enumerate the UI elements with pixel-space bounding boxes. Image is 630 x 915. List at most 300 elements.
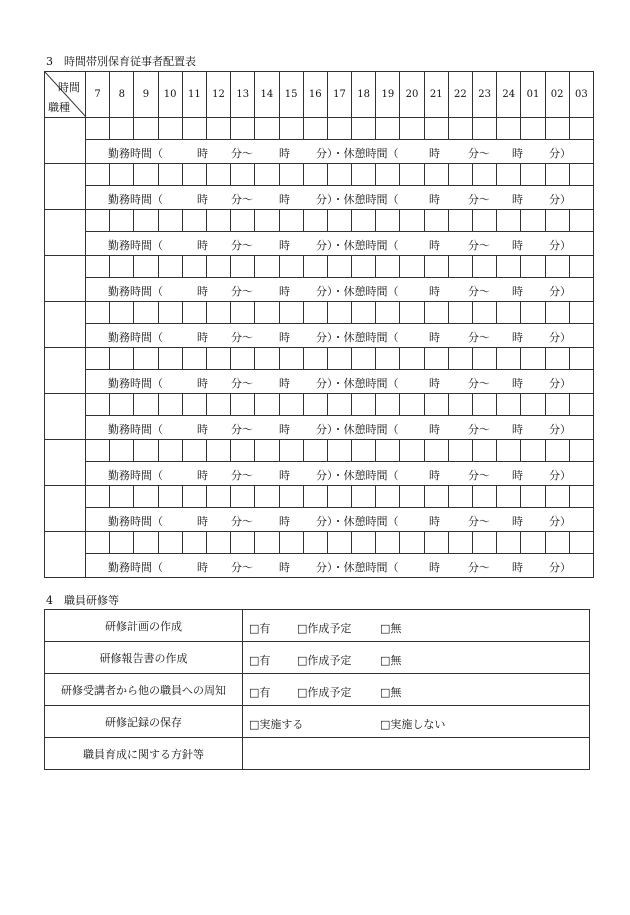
hour-cell-18[interactable]: [352, 164, 376, 186]
hour-cell-17[interactable]: [327, 118, 351, 140]
hour-cell-19[interactable]: [376, 118, 400, 140]
hour-cell-19[interactable]: [376, 486, 400, 508]
checkbox-option[interactable]: □無: [380, 686, 402, 699]
job-type-cell[interactable]: [45, 348, 86, 394]
hour-cell-02[interactable]: [545, 164, 569, 186]
hour-cell-16[interactable]: [303, 256, 327, 278]
hour-cell-15[interactable]: [279, 486, 303, 508]
hour-cell-15[interactable]: [279, 210, 303, 232]
hour-cell-16[interactable]: [303, 486, 327, 508]
checkbox-option[interactable]: □作成予定: [297, 686, 352, 699]
hour-cell-18[interactable]: [352, 302, 376, 324]
hour-cell-21[interactable]: [424, 532, 448, 554]
hour-cell-15[interactable]: [279, 440, 303, 462]
hour-cell-16[interactable]: [303, 302, 327, 324]
hour-cell-24[interactable]: [497, 440, 521, 462]
hour-cell-22[interactable]: [448, 532, 472, 554]
hour-cell-02[interactable]: [545, 256, 569, 278]
hour-header-19: 19: [376, 72, 400, 118]
hour-cell-20[interactable]: [400, 256, 424, 278]
hour-cell-7[interactable]: [86, 302, 110, 324]
hour-cell-01[interactable]: [521, 348, 545, 370]
time-label-ji2: 時: [279, 561, 290, 574]
hour-cell-01[interactable]: [521, 302, 545, 324]
time-label-work: 勤務時間（: [108, 561, 163, 574]
time-label-fun3: 分〜: [468, 377, 490, 390]
staff-row: [45, 532, 594, 554]
time-label-fun4: 分）: [549, 423, 571, 436]
hour-cell-01[interactable]: [521, 210, 545, 232]
corner-header-cell: [45, 72, 86, 118]
hour-cell-15[interactable]: [279, 118, 303, 140]
hour-header-9: 9: [134, 72, 158, 118]
hour-cell-13[interactable]: [231, 440, 255, 462]
hour-cell-11[interactable]: [182, 118, 206, 140]
hour-cell-23[interactable]: [473, 486, 497, 508]
work-time-cell[interactable]: [86, 278, 594, 302]
hour-cell-12[interactable]: [206, 532, 230, 554]
time-label-fun4: 分）: [549, 515, 571, 528]
hour-cell-8[interactable]: [110, 210, 134, 232]
hour-cell-14[interactable]: [255, 118, 279, 140]
hour-cell-17[interactable]: [327, 532, 351, 554]
hour-cell-18[interactable]: [352, 394, 376, 416]
hour-cell-10[interactable]: [158, 256, 182, 278]
training-row: [45, 674, 590, 706]
hour-cell-9[interactable]: [134, 210, 158, 232]
hour-cell-02[interactable]: [545, 440, 569, 462]
hour-cell-20[interactable]: [400, 486, 424, 508]
hour-cell-17[interactable]: [327, 210, 351, 232]
hour-cell-02[interactable]: [545, 302, 569, 324]
hour-cell-22[interactable]: [448, 302, 472, 324]
hour-header-14: 14: [255, 72, 279, 118]
hour-cell-21[interactable]: [424, 348, 448, 370]
hour-cell-01[interactable]: [521, 164, 545, 186]
hour-cell-23[interactable]: [473, 302, 497, 324]
hour-cell-19[interactable]: [376, 348, 400, 370]
job-type-cell[interactable]: [45, 486, 86, 532]
hour-cell-10[interactable]: [158, 164, 182, 186]
hour-cell-13[interactable]: [231, 348, 255, 370]
hour-cell-14[interactable]: [255, 394, 279, 416]
hour-cell-24[interactable]: [497, 302, 521, 324]
hour-cell-9[interactable]: [134, 440, 158, 462]
hour-cell-10[interactable]: [158, 486, 182, 508]
hour-cell-23[interactable]: [473, 348, 497, 370]
time-label-work: 勤務時間（: [108, 469, 163, 482]
work-time-cell[interactable]: [86, 508, 594, 532]
hour-cell-16[interactable]: [303, 348, 327, 370]
hour-cell-8[interactable]: [110, 394, 134, 416]
training-options-cell[interactable]: [243, 738, 590, 770]
hour-cell-9[interactable]: [134, 486, 158, 508]
hour-cell-10[interactable]: [158, 394, 182, 416]
hour-cell-14[interactable]: [255, 302, 279, 324]
time-label-ji4: 時: [512, 515, 523, 528]
hour-cell-20[interactable]: [400, 532, 424, 554]
time-label-ji1: 時: [197, 239, 208, 252]
hour-cell-14[interactable]: [255, 532, 279, 554]
work-time-cell[interactable]: [86, 462, 594, 486]
hour-cell-7[interactable]: [86, 164, 110, 186]
hour-cell-21[interactable]: [424, 486, 448, 508]
hour-cell-19[interactable]: [376, 210, 400, 232]
hour-cell-9[interactable]: [134, 118, 158, 140]
hour-cell-21[interactable]: [424, 210, 448, 232]
hour-cell-16[interactable]: [303, 118, 327, 140]
time-label-fun4: 分）: [549, 193, 571, 206]
job-type-cell[interactable]: [45, 164, 86, 210]
hour-cell-03[interactable]: [569, 486, 593, 508]
hour-cell-20[interactable]: [400, 302, 424, 324]
hour-cell-01[interactable]: [521, 118, 545, 140]
hour-cell-03[interactable]: [569, 348, 593, 370]
hour-cell-21[interactable]: [424, 394, 448, 416]
hour-cell-15[interactable]: [279, 394, 303, 416]
hour-cell-21[interactable]: [424, 164, 448, 186]
hour-cell-24[interactable]: [497, 164, 521, 186]
checkbox-option[interactable]: □有: [249, 686, 271, 699]
time-label-ji2: 時: [279, 515, 290, 528]
hour-header-18: 18: [352, 72, 376, 118]
time-label-ji1: 時: [197, 561, 208, 574]
hour-cell-9[interactable]: [134, 348, 158, 370]
time-label-fun2-break: 分）・休憩時間（: [316, 423, 399, 436]
hour-cell-7[interactable]: [86, 256, 110, 278]
hour-cell-15[interactable]: [279, 348, 303, 370]
time-label-ji2: 時: [279, 239, 290, 252]
hour-cell-22[interactable]: [448, 440, 472, 462]
time-label-ji4: 時: [512, 239, 523, 252]
hour-cell-10[interactable]: [158, 532, 182, 554]
job-type-cell[interactable]: [45, 210, 86, 256]
hour-cell-20[interactable]: [400, 394, 424, 416]
hour-cell-20[interactable]: [400, 440, 424, 462]
hour-cell-02[interactable]: [545, 486, 569, 508]
time-label-ji3: 時: [429, 239, 440, 252]
hour-cell-13[interactable]: [231, 164, 255, 186]
hour-cell-14[interactable]: [255, 486, 279, 508]
hour-cell-13[interactable]: [231, 486, 255, 508]
hour-cell-22[interactable]: [448, 210, 472, 232]
hour-cell-23[interactable]: [473, 532, 497, 554]
hour-cell-02[interactable]: [545, 210, 569, 232]
hour-cell-12[interactable]: [206, 210, 230, 232]
hour-cell-19[interactable]: [376, 256, 400, 278]
hour-cell-11[interactable]: [182, 440, 206, 462]
hour-cell-01[interactable]: [521, 394, 545, 416]
hour-cell-11[interactable]: [182, 164, 206, 186]
hour-cell-7[interactable]: [86, 210, 110, 232]
time-label-ji3: 時: [429, 285, 440, 298]
hour-cell-22[interactable]: [448, 256, 472, 278]
hour-cell-8[interactable]: [110, 532, 134, 554]
hour-cell-23[interactable]: [473, 440, 497, 462]
work-time-cell[interactable]: [86, 140, 594, 164]
hour-cell-01[interactable]: [521, 440, 545, 462]
hour-cell-20[interactable]: [400, 118, 424, 140]
hour-cell-8[interactable]: [110, 440, 134, 462]
hour-cell-10[interactable]: [158, 348, 182, 370]
hour-cell-21[interactable]: [424, 256, 448, 278]
hour-cell-22[interactable]: [448, 118, 472, 140]
hour-cell-17[interactable]: [327, 394, 351, 416]
hour-cell-18[interactable]: [352, 210, 376, 232]
hour-cell-24[interactable]: [497, 348, 521, 370]
hour-cell-20[interactable]: [400, 210, 424, 232]
hour-cell-12[interactable]: [206, 302, 230, 324]
hour-cell-13[interactable]: [231, 118, 255, 140]
hour-cell-20[interactable]: [400, 164, 424, 186]
hour-cell-9[interactable]: [134, 532, 158, 554]
hour-cell-03[interactable]: [569, 302, 593, 324]
hour-cell-03[interactable]: [569, 440, 593, 462]
hour-cell-03[interactable]: [569, 394, 593, 416]
hour-cell-19[interactable]: [376, 440, 400, 462]
time-label-ji4: 時: [512, 193, 523, 206]
time-label-fun3: 分〜: [468, 561, 490, 574]
hour-cell-24[interactable]: [497, 532, 521, 554]
hour-cell-16[interactable]: [303, 532, 327, 554]
hour-cell-17[interactable]: [327, 440, 351, 462]
staff-row: [45, 486, 594, 508]
hour-cell-21[interactable]: [424, 118, 448, 140]
training-row: [45, 738, 590, 770]
work-time-cell[interactable]: [86, 186, 594, 210]
hour-cell-23[interactable]: [473, 394, 497, 416]
hour-cell-02[interactable]: [545, 118, 569, 140]
hour-cell-14[interactable]: [255, 440, 279, 462]
hour-cell-9[interactable]: [134, 256, 158, 278]
time-label-fun1: 分〜: [231, 193, 253, 206]
work-time-cell[interactable]: [86, 232, 594, 256]
hour-cell-13[interactable]: [231, 302, 255, 324]
hour-cell-18[interactable]: [352, 348, 376, 370]
hour-cell-12[interactable]: [206, 348, 230, 370]
hour-header-7: 7: [86, 72, 110, 118]
hour-cell-9[interactable]: [134, 164, 158, 186]
hour-cell-11[interactable]: [182, 486, 206, 508]
checkbox-option[interactable]: □無: [380, 654, 402, 667]
time-label-ji1: 時: [197, 147, 208, 160]
hour-cell-24[interactable]: [497, 394, 521, 416]
hour-cell-11[interactable]: [182, 302, 206, 324]
time-label-ji4: 時: [512, 423, 523, 436]
hour-cell-19[interactable]: [376, 302, 400, 324]
hour-cell-9[interactable]: [134, 394, 158, 416]
hour-cell-12[interactable]: [206, 394, 230, 416]
staff-row: [45, 348, 594, 370]
hour-cell-10[interactable]: [158, 210, 182, 232]
hour-header-22: 22: [448, 72, 472, 118]
hour-cell-24[interactable]: [497, 486, 521, 508]
hour-cell-21[interactable]: [424, 302, 448, 324]
time-label-ji2: 時: [279, 193, 290, 206]
training-row: [45, 610, 590, 642]
hour-header-01: 01: [521, 72, 545, 118]
hour-cell-03[interactable]: [569, 532, 593, 554]
staff-row: [45, 118, 594, 140]
job-type-cell[interactable]: [45, 394, 86, 440]
hour-cell-11[interactable]: [182, 210, 206, 232]
hour-cell-17[interactable]: [327, 256, 351, 278]
hour-cell-12[interactable]: [206, 118, 230, 140]
hour-cell-23[interactable]: [473, 164, 497, 186]
hour-cell-22[interactable]: [448, 348, 472, 370]
time-label-ji1: 時: [197, 423, 208, 436]
hour-cell-8[interactable]: [110, 118, 134, 140]
hour-cell-14[interactable]: [255, 164, 279, 186]
hour-cell-12[interactable]: [206, 486, 230, 508]
hour-cell-12[interactable]: [206, 440, 230, 462]
hour-cell-14[interactable]: [255, 210, 279, 232]
hour-cell-16[interactable]: [303, 164, 327, 186]
job-type-cell[interactable]: [45, 532, 86, 578]
hour-cell-11[interactable]: [182, 532, 206, 554]
checkbox-option[interactable]: □作成予定: [297, 654, 352, 667]
hour-cell-8[interactable]: [110, 164, 134, 186]
hour-cell-03[interactable]: [569, 256, 593, 278]
hour-cell-17[interactable]: [327, 302, 351, 324]
hour-cell-23[interactable]: [473, 256, 497, 278]
hour-cell-24[interactable]: [497, 210, 521, 232]
hour-cell-7[interactable]: [86, 486, 110, 508]
training-options-cell: [243, 610, 590, 642]
time-label-ji3: 時: [429, 423, 440, 436]
job-type-cell[interactable]: [45, 118, 86, 164]
time-label-fun3: 分〜: [468, 331, 490, 344]
hour-cell-15[interactable]: [279, 256, 303, 278]
job-type-cell[interactable]: [45, 256, 86, 302]
hour-cell-7[interactable]: [86, 440, 110, 462]
hour-cell-18[interactable]: [352, 440, 376, 462]
hour-cell-18[interactable]: [352, 532, 376, 554]
hour-cell-01[interactable]: [521, 256, 545, 278]
hour-cell-10[interactable]: [158, 118, 182, 140]
hour-cell-18[interactable]: [352, 118, 376, 140]
hour-cell-03[interactable]: [569, 118, 593, 140]
time-label-fun2-break: 分）・休憩時間（: [316, 331, 399, 344]
hour-cell-16[interactable]: [303, 394, 327, 416]
hour-cell-15[interactable]: [279, 532, 303, 554]
hour-cell-7[interactable]: [86, 532, 110, 554]
training-row-label: 職員育成に関する方針等: [45, 738, 243, 770]
hour-cell-17[interactable]: [327, 348, 351, 370]
hour-cell-11[interactable]: [182, 394, 206, 416]
hour-cell-13[interactable]: [231, 532, 255, 554]
checkbox-option[interactable]: □無: [380, 622, 402, 635]
hour-cell-14[interactable]: [255, 348, 279, 370]
hour-cell-02[interactable]: [545, 532, 569, 554]
checkbox-option[interactable]: □実施する: [249, 718, 304, 731]
hour-cell-11[interactable]: [182, 256, 206, 278]
time-label-ji4: 時: [512, 285, 523, 298]
hour-cell-16[interactable]: [303, 210, 327, 232]
work-time-cell[interactable]: [86, 324, 594, 348]
hour-cell-8[interactable]: [110, 486, 134, 508]
hour-cell-14[interactable]: [255, 256, 279, 278]
hour-cell-10[interactable]: [158, 302, 182, 324]
hour-cell-01[interactable]: [521, 532, 545, 554]
hour-cell-22[interactable]: [448, 394, 472, 416]
hour-cell-13[interactable]: [231, 394, 255, 416]
hour-cell-03[interactable]: [569, 164, 593, 186]
hour-cell-19[interactable]: [376, 164, 400, 186]
time-label-fun2-break: 分）・休憩時間（: [316, 377, 399, 390]
job-type-cell[interactable]: [45, 440, 86, 486]
hour-cell-18[interactable]: [352, 256, 376, 278]
time-label-fun3: 分〜: [468, 469, 490, 482]
hour-cell-12[interactable]: [206, 256, 230, 278]
checkbox-option[interactable]: □有: [249, 622, 271, 635]
time-label-fun4: 分）: [549, 377, 571, 390]
hour-cell-7[interactable]: [86, 118, 110, 140]
hour-cell-24[interactable]: [497, 256, 521, 278]
checkbox-option[interactable]: □実施しない: [380, 718, 446, 731]
hour-cell-12[interactable]: [206, 164, 230, 186]
job-type-cell[interactable]: [45, 302, 86, 348]
hour-cell-10[interactable]: [158, 440, 182, 462]
hour-cell-23[interactable]: [473, 210, 497, 232]
hour-cell-8[interactable]: [110, 348, 134, 370]
hour-cell-22[interactable]: [448, 486, 472, 508]
work-time-cell[interactable]: [86, 370, 594, 394]
checkbox-option[interactable]: □有: [249, 654, 271, 667]
corner-label-job: 職種: [48, 101, 70, 114]
hour-cell-24[interactable]: [497, 118, 521, 140]
time-label-fun4: 分）: [549, 469, 571, 482]
hour-cell-7[interactable]: [86, 348, 110, 370]
training-row-label: 研修計画の作成: [45, 610, 243, 642]
hour-cell-17[interactable]: [327, 486, 351, 508]
corner-label-time: 時間: [58, 81, 80, 94]
time-label-fun2-break: 分）・休憩時間（: [316, 193, 399, 206]
hour-cell-23[interactable]: [473, 118, 497, 140]
time-label-fun2-break: 分）・休憩時間（: [316, 285, 399, 298]
hour-cell-02[interactable]: [545, 348, 569, 370]
hour-cell-11[interactable]: [182, 348, 206, 370]
checkbox-option[interactable]: □作成予定: [297, 622, 352, 635]
hour-cell-17[interactable]: [327, 164, 351, 186]
work-time-cell[interactable]: [86, 416, 594, 440]
hour-cell-18[interactable]: [352, 486, 376, 508]
hour-cell-13[interactable]: [231, 210, 255, 232]
hour-cell-03[interactable]: [569, 210, 593, 232]
hour-cell-21[interactable]: [424, 440, 448, 462]
hour-cell-19[interactable]: [376, 532, 400, 554]
hour-cell-16[interactable]: [303, 440, 327, 462]
hour-cell-20[interactable]: [400, 348, 424, 370]
hour-cell-15[interactable]: [279, 164, 303, 186]
hour-cell-22[interactable]: [448, 164, 472, 186]
hour-cell-9[interactable]: [134, 302, 158, 324]
work-time-cell[interactable]: [86, 554, 594, 578]
training-options-cell: [243, 642, 590, 674]
time-label-work: 勤務時間（: [108, 515, 163, 528]
hour-cell-01[interactable]: [521, 486, 545, 508]
hour-cell-19[interactable]: [376, 394, 400, 416]
hour-cell-13[interactable]: [231, 256, 255, 278]
time-label-ji1: 時: [197, 331, 208, 344]
hour-cell-02[interactable]: [545, 394, 569, 416]
hour-cell-8[interactable]: [110, 302, 134, 324]
hour-cell-8[interactable]: [110, 256, 134, 278]
time-label-fun1: 分〜: [231, 147, 253, 160]
time-label-fun2-break: 分）・休憩時間（: [316, 515, 399, 528]
hour-cell-15[interactable]: [279, 302, 303, 324]
hour-cell-7[interactable]: [86, 394, 110, 416]
